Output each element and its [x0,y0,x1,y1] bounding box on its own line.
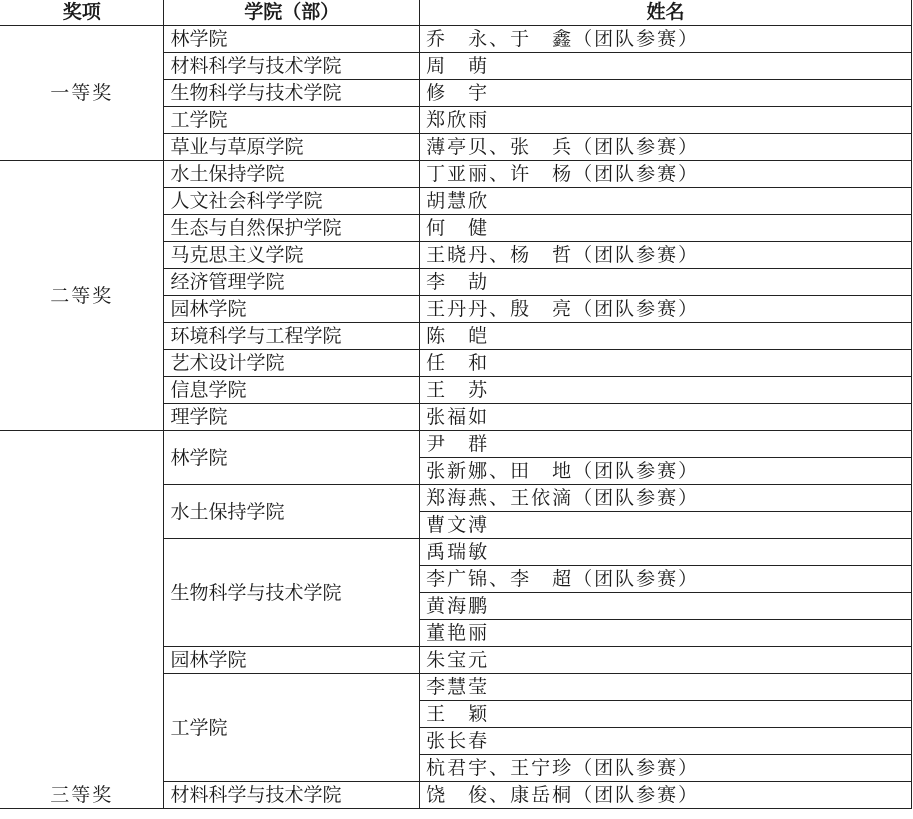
college-cell: 经济管理学院 [164,269,420,296]
award-cell: 一等奖 [0,26,164,161]
name-cell: 张福如 [420,404,912,431]
name-cell: 董艳丽 [420,620,912,647]
name-cell: 任 和 [420,350,912,377]
name-cell: 薄亭贝、张 兵（团队参赛） [420,134,912,161]
name-cell: 张新娜、田 地（团队参赛） [420,458,912,485]
name-cell: 尹 群 [420,431,912,458]
college-cell: 林学院 [164,431,420,485]
name-cell: 朱宝元 [420,647,912,674]
award-cell: 二等奖 [0,161,164,431]
name-cell: 陈 皑 [420,323,912,350]
name-cell: 郑欣雨 [420,107,912,134]
award-cell: 三等奖 [0,431,164,809]
college-cell: 水土保持学院 [164,161,420,188]
name-cell: 胡慧欣 [420,188,912,215]
college-cell: 理学院 [164,404,420,431]
college-cell: 园林学院 [164,647,420,674]
name-cell: 李慧莹 [420,674,912,701]
name-cell: 王晓丹、杨 哲（团队参赛） [420,242,912,269]
header-row [0,0,912,26]
college-cell: 材料科学与技术学院 [164,782,420,809]
name-cell: 修 宇 [420,80,912,107]
name-cell: 禹瑞敏 [420,539,912,566]
table-row [0,431,912,458]
table-row [0,26,912,53]
college-cell: 草业与草原学院 [164,134,420,161]
college-cell: 环境科学与工程学院 [164,323,420,350]
table-row [0,161,912,188]
name-cell: 黄海鹏 [420,593,912,620]
college-cell: 工学院 [164,107,420,134]
name-cell: 李 劼 [420,269,912,296]
college-cell: 生物科学与技术学院 [164,539,420,647]
name-cell: 李广锦、李 超（团队参赛） [420,566,912,593]
college-cell: 人文社会科学学院 [164,188,420,215]
college-cell: 马克思主义学院 [164,242,420,269]
header-name: 姓名 [420,0,912,26]
name-cell: 周 萌 [420,53,912,80]
college-cell: 工学院 [164,674,420,782]
college-cell: 林学院 [164,26,420,53]
college-cell: 园林学院 [164,296,420,323]
name-cell: 王 苏 [420,377,912,404]
college-cell: 生态与自然保护学院 [164,215,420,242]
college-cell: 生物科学与技术学院 [164,80,420,107]
header-award: 奖项 [0,0,164,26]
table-body [0,26,912,809]
college-cell: 信息学院 [164,377,420,404]
name-cell: 曹文溥 [420,512,912,539]
name-cell: 王丹丹、殷 亮（团队参赛） [420,296,912,323]
header-college: 学院（部） [164,0,420,26]
name-cell: 何 健 [420,215,912,242]
college-cell: 艺术设计学院 [164,350,420,377]
name-cell: 郑海燕、王依滴（团队参赛） [420,485,912,512]
name-cell: 王 颖 [420,701,912,728]
college-cell: 材料科学与技术学院 [164,53,420,80]
name-cell: 张长春 [420,728,912,755]
name-cell: 杭君宇、王宁珍（团队参赛） [420,755,912,782]
name-cell: 乔 永、于 鑫（团队参赛） [420,26,912,53]
name-cell: 丁亚丽、许 杨（团队参赛） [420,161,912,188]
college-cell: 水土保持学院 [164,485,420,539]
name-cell: 饶 俊、康岳桐（团队参赛） [420,782,912,809]
